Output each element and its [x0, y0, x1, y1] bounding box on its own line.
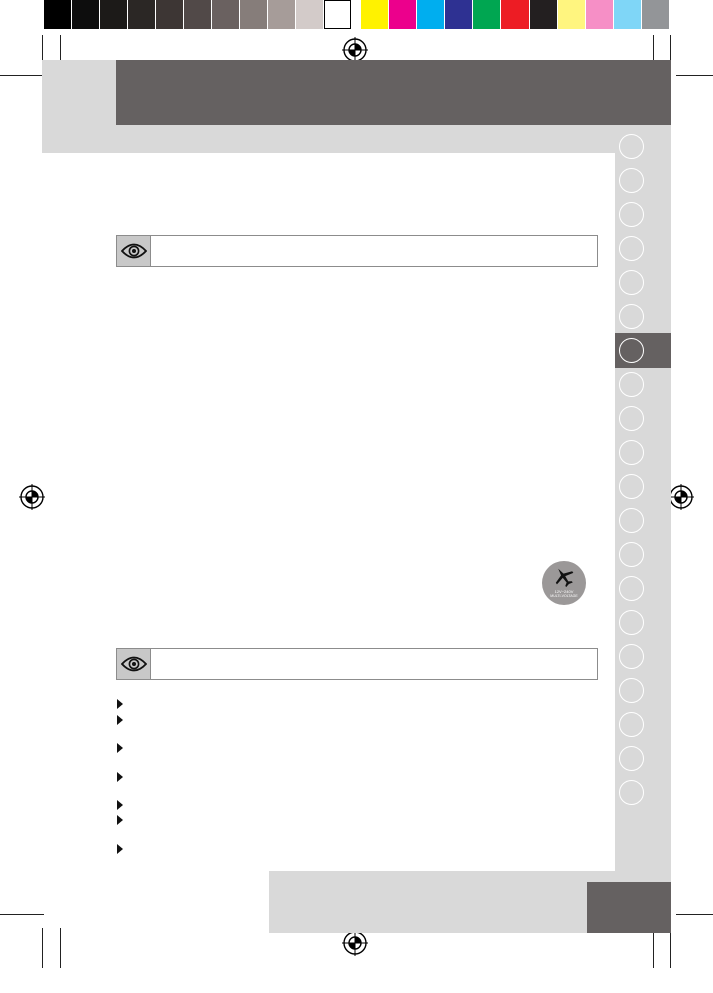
- side-tab[interactable]: [619, 678, 644, 703]
- color-swatch: [530, 0, 557, 29]
- color-swatch: [389, 0, 416, 29]
- color-swatch: [361, 0, 388, 29]
- crop-mark: [0, 75, 44, 76]
- color-swatch: [642, 0, 669, 29]
- registration-mark-icon: [19, 484, 45, 510]
- side-tab[interactable]: [619, 338, 644, 363]
- crop-mark: [42, 928, 43, 968]
- side-tab[interactable]: [619, 270, 644, 295]
- triangle-bullet-icon: [117, 699, 123, 709]
- side-tab[interactable]: [619, 474, 644, 499]
- side-tab[interactable]: [619, 202, 644, 227]
- crop-mark: [60, 928, 61, 968]
- side-tab[interactable]: [619, 372, 644, 397]
- color-swatch: [558, 0, 585, 29]
- crop-mark: [676, 75, 713, 76]
- color-swatch: [324, 0, 351, 29]
- side-tab[interactable]: [619, 712, 644, 737]
- color-swatch: [128, 0, 155, 29]
- eye-icon: [117, 236, 151, 266]
- side-tab[interactable]: [619, 542, 644, 567]
- side-tab[interactable]: [619, 780, 644, 805]
- triangle-bullet-icon: [117, 815, 123, 825]
- side-tab[interactable]: [619, 304, 644, 329]
- crop-mark: [676, 914, 713, 915]
- triangle-bullet-icon: [117, 772, 123, 782]
- crop-mark: [653, 928, 654, 968]
- multi-voltage-badge: [542, 561, 586, 605]
- badge-multi-voltage-text: MULTI-VOLTAGE: [550, 594, 578, 598]
- triangle-bullet-icon: [117, 844, 123, 854]
- page-number-box: [587, 882, 671, 933]
- color-swatch: [100, 0, 127, 29]
- side-tab[interactable]: [619, 168, 644, 193]
- side-tab[interactable]: [619, 440, 644, 465]
- color-swatch: [184, 0, 211, 29]
- color-swatch: [212, 0, 239, 29]
- registration-mark-icon: [668, 484, 694, 510]
- side-tab[interactable]: [619, 236, 644, 261]
- note-box: [116, 648, 598, 680]
- color-swatch: [473, 0, 500, 29]
- color-swatch: [417, 0, 444, 29]
- registration-mark-icon: [342, 930, 368, 956]
- side-tab[interactable]: [619, 644, 644, 669]
- note-box: [116, 235, 598, 267]
- eye-icon: [117, 649, 151, 679]
- color-swatch: [156, 0, 183, 29]
- header-band: [116, 60, 671, 125]
- side-tab[interactable]: [619, 610, 644, 635]
- color-swatch: [445, 0, 472, 29]
- color-swatch: [44, 0, 71, 29]
- triangle-bullet-icon: [117, 715, 123, 725]
- crop-mark: [670, 928, 671, 968]
- side-tab[interactable]: [619, 406, 644, 431]
- side-tab[interactable]: [619, 576, 644, 601]
- color-swatch: [501, 0, 528, 29]
- badge-voltage-text: 12V~240V: [554, 589, 574, 594]
- side-tab[interactable]: [619, 746, 644, 771]
- color-swatch: [614, 0, 641, 29]
- color-swatch: [296, 0, 323, 29]
- airplane-icon: [552, 566, 576, 588]
- color-swatch: [72, 0, 99, 29]
- crop-mark: [0, 914, 44, 915]
- color-swatch: [586, 0, 613, 29]
- color-swatch: [268, 0, 295, 29]
- triangle-bullet-icon: [117, 743, 123, 753]
- side-tab[interactable]: [619, 508, 644, 533]
- triangle-bullet-icon: [117, 800, 123, 810]
- color-swatch: [240, 0, 267, 29]
- side-tab[interactable]: [619, 134, 644, 159]
